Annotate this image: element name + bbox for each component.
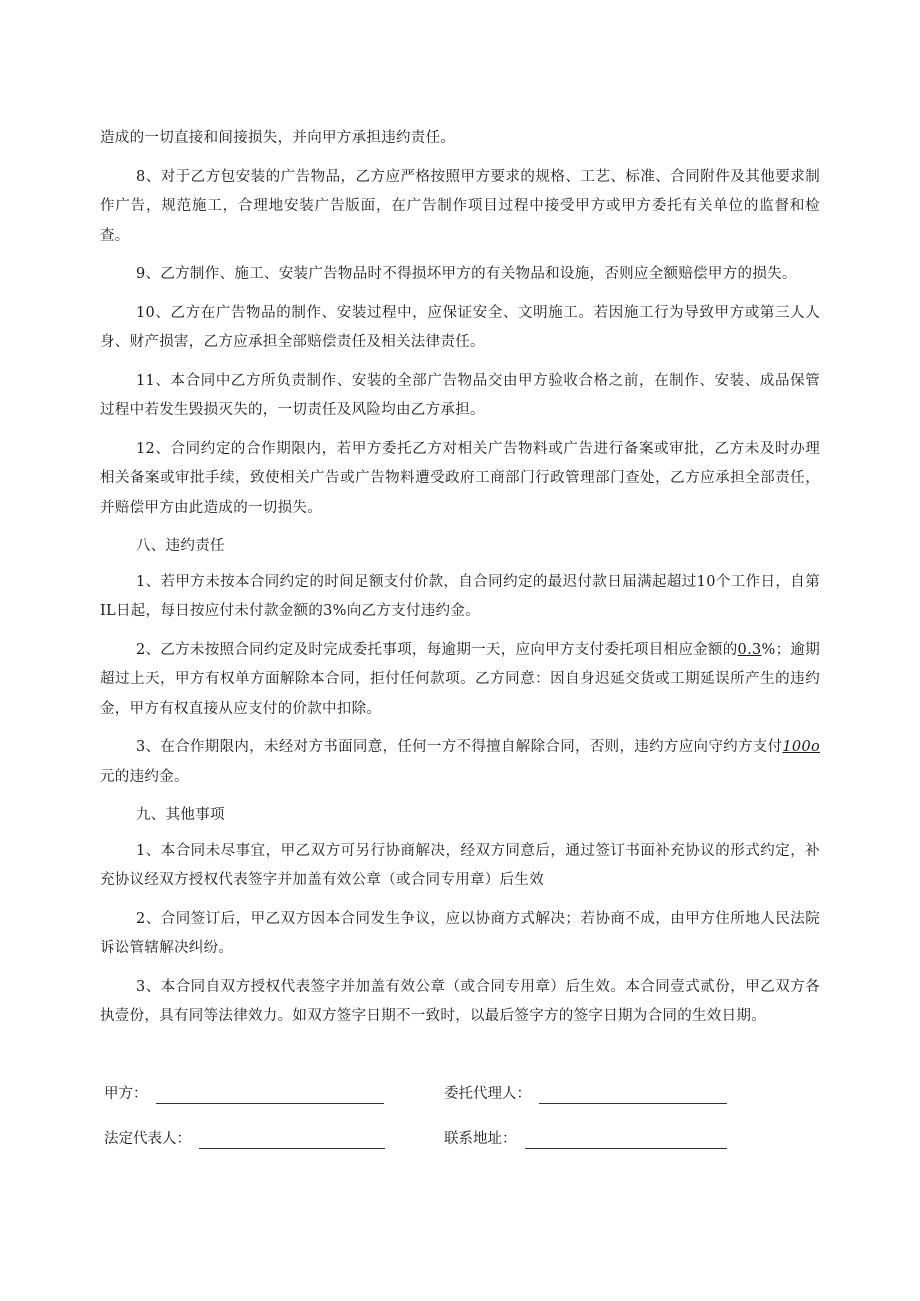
clause-9: 9、乙方制作、施工、安装广告物品时不得损坏甲方的有关物品和设施，否则应全额赔偿甲方的损失。	[136, 266, 797, 282]
clause-8: 8、对于乙方包安装的广告物品，乙方应严格按照甲方要求的规格、工艺、标准、合同附件及其他要求制作广告，规范施工，合理地安装广告版面，在广告制作项目过程中接受甲方或甲方委托有关单位的监督和检查。	[100, 168, 820, 244]
section-9-item-3: 3、本合同自双方授权代表签字并加盖有效公章（或合同专用章）后生效。本合同壹式贰份，甲乙双方各执壹份，具有同等法律效力。如双方签字日期不一致时，以最后签字方的签字日期为合同的生效日期。	[100, 978, 820, 1024]
agent-signature	[444, 1084, 727, 1104]
penalty-amount-value: 100o	[782, 739, 820, 755]
section-8-item-3-after: 元的违约金。	[100, 768, 189, 785]
section-8-item-3-before: 3、在合作期限内，未经对方书面同意，任何一方不得擅自解除合同，否则，违约方应向守约方支付	[136, 739, 783, 755]
section-8-item-1: 1、若甲方未按本合同约定的时间足额支付价款，自合同约定的最迟付款日届满起超过10个工作日，自第IL日起，每日按应付未付款金额的3%向乙方支付违约金。	[100, 573, 820, 619]
section-9-item-2: 2、合同签订后，甲乙双方因本合同发生争议，应以协商方式解决；若协商不成，由甲方住所地人民法院诉讼管辖解决纠纷。	[100, 910, 820, 956]
agent-signature-line[interactable]	[539, 1085, 727, 1104]
section-9-item-1: 1、本合同未尽事宜，甲乙双方可另行协商解决，经双方同意后，通过签订书面补充协议的形式约定，补充协议经双方授权代表签字并加盖有效公章（或合同专用章）后生效	[100, 842, 820, 888]
section-8-item-2	[100, 636, 820, 725]
section-8-item-3	[100, 733, 820, 792]
address-label: 联系地址：	[444, 1131, 517, 1147]
party-a-signature	[104, 1084, 384, 1104]
legal-rep-signature	[104, 1129, 385, 1149]
signature-row-2	[104, 1129, 824, 1159]
document-body	[100, 124, 820, 1041]
section-9-heading: 九、其他事项	[136, 807, 225, 823]
paragraph-continuation: 造成的一切直接和间接损失，并向甲方承担违约责任。	[100, 130, 456, 146]
signature-row-1	[104, 1084, 824, 1114]
legal-rep-signature-line[interactable]	[199, 1130, 385, 1149]
section-8-heading: 八、违约责任	[136, 538, 225, 554]
section-8-item-2-before: 2、乙方未按照合同约定及时完成委托事项，每逾期一天，应向甲方支付委托项目相应金额的	[136, 641, 738, 658]
address-line[interactable]	[525, 1130, 727, 1149]
clause-11: 11、本合同中乙方所负责制作、安装的全部广告物品交由甲方验收合格之前，在制作、安装、成品保管过程中若发生毁损灭失的，一切责任及风险均由乙方承担。	[100, 372, 820, 418]
penalty-rate-value: 0.3	[737, 641, 762, 658]
clause-12: 12、合同约定的合作期限内，若甲方委托乙方对相关广告物料或广告进行备案或审批，乙方未及时办理相关备案或审批手续，致使相关广告或广告物料遭受政府工商部门行政管理部门查处，乙方应承担全部责任，并赔偿甲方由此造成的一切损失。	[100, 440, 820, 516]
clause-10: 10、乙方在广告物品的制作、安装过程中，应保证安全、文明施工。若因施工行为导致甲方或第三人人身、财产损害，乙方应承担全部赔偿责任及相关法律责任。	[100, 304, 820, 350]
address-signature	[444, 1129, 727, 1149]
legal-rep-label: 法定代表人：	[104, 1131, 191, 1147]
party-a-signature-line[interactable]	[156, 1085, 384, 1104]
agent-label: 委托代理人：	[444, 1086, 531, 1102]
party-a-label: 甲方：	[104, 1086, 148, 1102]
section-8-item-2-after: %；逾期超过上天，甲方有权单方面解除本合同，拒付任何款项。乙方同意：因自身迟延交货或工期延误所产生的违约金，甲方有权直接从应支付的价款中扣除。	[100, 641, 820, 717]
